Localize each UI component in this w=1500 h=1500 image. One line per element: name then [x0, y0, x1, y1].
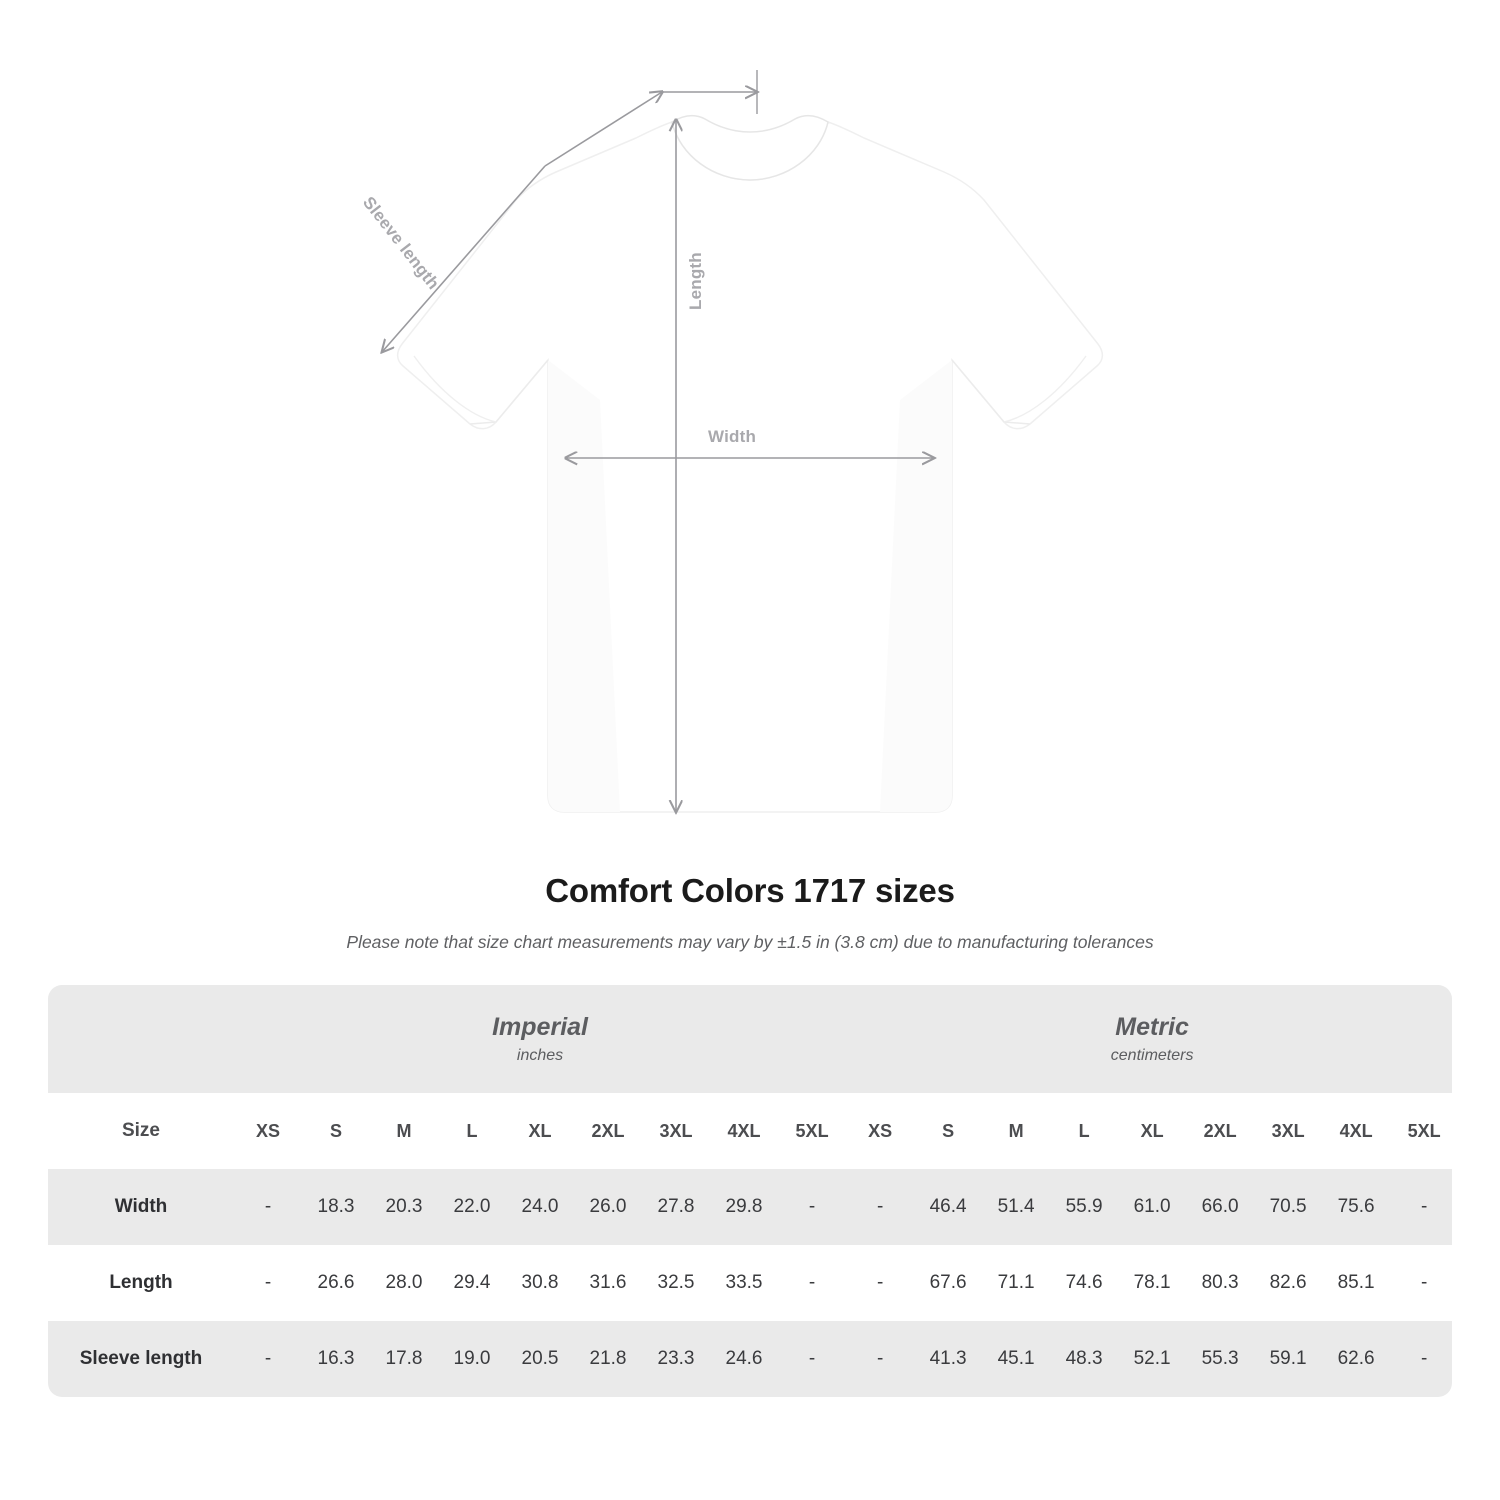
sleeve-imperial-xs: - — [234, 1321, 302, 1397]
row-label-width: Width — [48, 1169, 234, 1245]
table-row — [48, 1169, 1452, 1245]
width-imperial-4xl: 29.8 — [710, 1169, 778, 1245]
sleeve-metric-4xl: 62.6 — [1322, 1321, 1390, 1397]
unit-header-row — [48, 985, 1452, 1093]
sleeve-metric-xl: 52.1 — [1118, 1321, 1186, 1397]
width-imperial-s: 18.3 — [302, 1169, 370, 1245]
length-imperial-m: 28.0 — [370, 1245, 438, 1321]
size-header-metric-m: M — [982, 1093, 1050, 1169]
width-metric-m: 51.4 — [982, 1169, 1050, 1245]
length-metric-s: 67.6 — [914, 1245, 982, 1321]
table-row — [48, 1321, 1452, 1397]
size-header-metric-3xl: 3XL — [1254, 1093, 1322, 1169]
width-metric-4xl: 75.6 — [1322, 1169, 1390, 1245]
size-header-metric-l: L — [1050, 1093, 1118, 1169]
width-imperial-5xl: - — [778, 1169, 846, 1245]
length-metric-5xl: - — [1390, 1245, 1452, 1321]
sleeve-imperial-3xl: 23.3 — [642, 1321, 710, 1397]
size-header-imperial-xs: XS — [234, 1093, 302, 1169]
width-metric-3xl: 70.5 — [1254, 1169, 1322, 1245]
tshirt-shape — [398, 116, 1103, 812]
length-metric-xl: 78.1 — [1118, 1245, 1186, 1321]
size-header-metric-4xl: 4XL — [1322, 1093, 1390, 1169]
length-imperial-3xl: 32.5 — [642, 1245, 710, 1321]
size-header-imperial-5xl: 5XL — [778, 1093, 846, 1169]
sleeve-metric-xs: - — [846, 1321, 914, 1397]
size-header-metric-5xl: 5XL — [1390, 1093, 1452, 1169]
width-imperial-xl: 24.0 — [506, 1169, 574, 1245]
length-imperial-xs: - — [234, 1245, 302, 1321]
size-header-imperial-l: L — [438, 1093, 506, 1169]
page-title: Comfort Colors 1717 sizes — [545, 872, 955, 909]
sleeve-imperial-2xl: 21.8 — [574, 1321, 642, 1397]
size-header-label: Size — [48, 1093, 234, 1169]
size-header-row — [48, 1093, 1452, 1169]
metric-unit-sub: centimeters — [1110, 1047, 1194, 1065]
size-header-imperial-2xl: 2XL — [574, 1093, 642, 1169]
width-imperial-2xl: 26.0 — [574, 1169, 642, 1245]
width-metric-s: 46.4 — [914, 1169, 982, 1245]
measurement-note: Please note that size chart measurements may vary by ±1.5 in (3.8 cm) due to manufacturing tolerances — [346, 932, 1154, 952]
length-imperial-xl: 30.8 — [506, 1245, 574, 1321]
width-metric-2xl: 66.0 — [1186, 1169, 1254, 1245]
row-label-sleeve-length: Sleeve length — [48, 1321, 234, 1397]
sleeve-metric-5xl: - — [1390, 1321, 1452, 1397]
length-metric-xs: - — [846, 1245, 914, 1321]
size-header-imperial-4xl: 4XL — [710, 1093, 778, 1169]
length-imperial-5xl: - — [778, 1245, 846, 1321]
length-imperial-s: 26.6 — [302, 1245, 370, 1321]
size-header-imperial-xl: XL — [506, 1093, 574, 1169]
size-header-metric-2xl: 2XL — [1186, 1093, 1254, 1169]
unit-header-spacer — [48, 985, 234, 1093]
sleeve-metric-s: 41.3 — [914, 1321, 982, 1397]
length-metric-2xl: 80.3 — [1186, 1245, 1254, 1321]
sleeve-imperial-4xl: 24.6 — [710, 1321, 778, 1397]
size-header-metric-xl: XL — [1118, 1093, 1186, 1169]
imperial-unit-sub: inches — [516, 1047, 564, 1065]
sleeve-imperial-5xl: - — [778, 1321, 846, 1397]
width-imperial-m: 20.3 — [370, 1169, 438, 1245]
sleeve-imperial-s: 16.3 — [302, 1321, 370, 1397]
size-header-metric-xs: XS — [846, 1093, 914, 1169]
length-metric-4xl: 85.1 — [1322, 1245, 1390, 1321]
length-metric-l: 74.6 — [1050, 1245, 1118, 1321]
width-imperial-l: 22.0 — [438, 1169, 506, 1245]
sleeve-metric-2xl: 55.3 — [1186, 1321, 1254, 1397]
size-header-imperial-3xl: 3XL — [642, 1093, 710, 1169]
length-imperial-4xl: 33.5 — [710, 1245, 778, 1321]
sleeve-metric-3xl: 59.1 — [1254, 1321, 1322, 1397]
length-label: Length — [686, 252, 705, 310]
width-imperial-3xl: 27.8 — [642, 1169, 710, 1245]
size-table — [48, 985, 1452, 1397]
sleeve-metric-m: 45.1 — [982, 1321, 1050, 1397]
sleeve-imperial-xl: 20.5 — [506, 1321, 574, 1397]
imperial-unit-header — [234, 985, 846, 1093]
row-label-length: Length — [48, 1245, 234, 1321]
size-header-metric-s: S — [914, 1093, 982, 1169]
size-header-imperial-s: S — [302, 1093, 370, 1169]
title-block — [0, 872, 1500, 953]
length-imperial-l: 29.4 — [438, 1245, 506, 1321]
length-metric-m: 71.1 — [982, 1245, 1050, 1321]
sleeve-imperial-m: 17.8 — [370, 1321, 438, 1397]
width-metric-5xl: - — [1390, 1169, 1452, 1245]
imperial-unit-name: Imperial — [492, 1012, 588, 1041]
metric-unit-name: Metric — [1115, 1012, 1189, 1041]
width-metric-xs: - — [846, 1169, 914, 1245]
width-label: Width — [708, 427, 757, 446]
sleeve-metric-l: 48.3 — [1050, 1321, 1118, 1397]
sleeve-imperial-l: 19.0 — [438, 1321, 506, 1397]
sleeve-length-label: Sleeve length — [359, 193, 444, 294]
length-imperial-2xl: 31.6 — [574, 1245, 642, 1321]
metric-unit-header — [846, 985, 1452, 1093]
width-metric-l: 55.9 — [1050, 1169, 1118, 1245]
size-table-wrapper — [48, 985, 1452, 1397]
length-metric-3xl: 82.6 — [1254, 1245, 1322, 1321]
width-imperial-xs: - — [234, 1169, 302, 1245]
table-row — [48, 1245, 1452, 1321]
width-metric-xl: 61.0 — [1118, 1169, 1186, 1245]
size-header-imperial-m: M — [370, 1093, 438, 1169]
